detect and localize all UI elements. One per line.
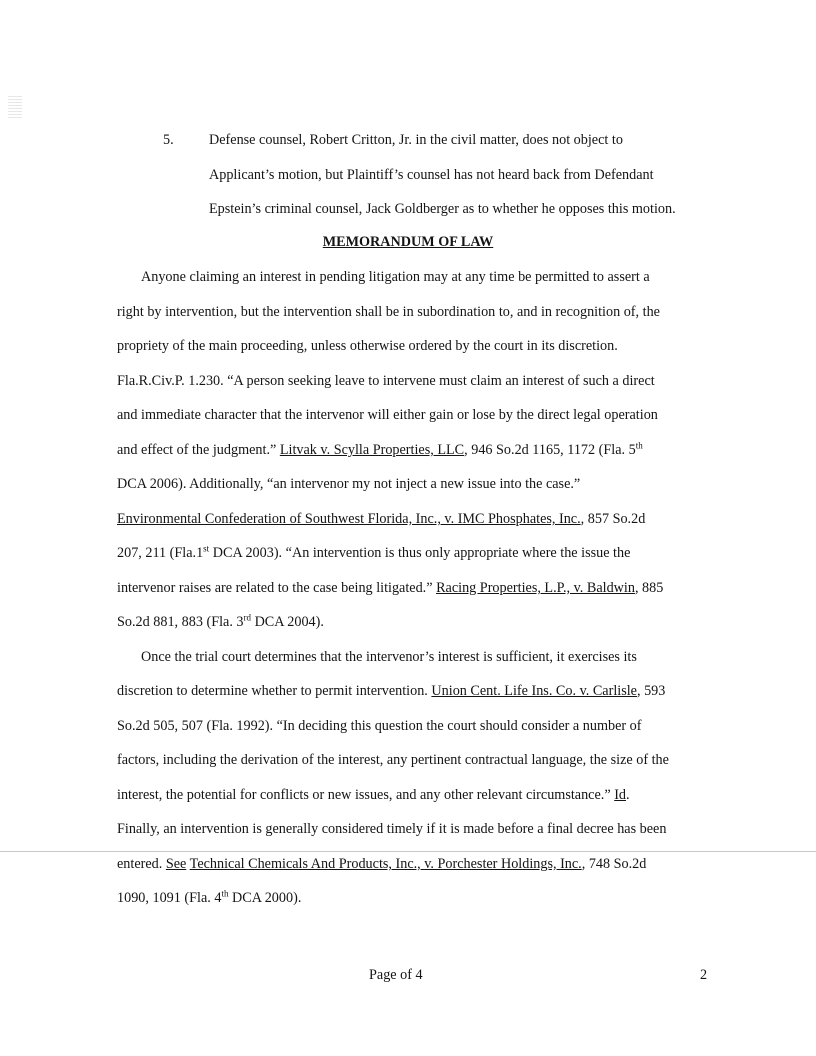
- p1-line-3: propriety of the main proceeding, unless otherwise ordered by the court in its discretion.: [117, 338, 618, 354]
- text: DCA 2004).: [251, 614, 324, 630]
- p1-line-4: Fla.R.Civ.P. 1.230. “A person seeking leave to intervene must claim an interest of such a direct: [117, 373, 655, 389]
- p2-line-3: So.2d 505, 507 (Fla. 1992). “In deciding this question the court should consider a number of: [117, 718, 642, 734]
- p2-line-5: [117, 786, 630, 804]
- p1-line-2: right by intervention, but the intervention shall be in subordination to, and in recognition of, the: [117, 304, 660, 320]
- text: , 857 So.2d: [580, 511, 646, 527]
- p2-line-6: Finally, an intervention is generally considered timely if it is made before a final decree has been: [117, 821, 667, 837]
- p2-line-4: factors, including the derivation of the interest, any pertinent contractual language, the size of the: [117, 752, 669, 768]
- text: interest, the potential for conflicts or new issues, and any other relevant circumstance.”: [117, 787, 615, 803]
- text: , 593: [636, 683, 666, 699]
- p2-line-1: Once the trial court determines that the intervenor’s interest is sufficient, it exercises its: [141, 649, 637, 665]
- case-citation: Union Cent. Life Ins. Co. v. Carlisle: [431, 683, 637, 699]
- page-number: 2: [700, 967, 708, 983]
- case-citation: Racing Properties, L.P., v. Baldwin: [436, 580, 635, 596]
- text: DCA 2000).: [228, 890, 302, 906]
- text: discretion to determine whether to permit intervention.: [117, 683, 432, 699]
- item-line-1: Defense counsel, Robert Critton, Jr. in the civil matter, does not object to: [209, 132, 623, 148]
- text: intervenor raises are related to the case being litigated.”: [117, 580, 437, 596]
- case-citation: Litvak v. Scylla Properties, LLC: [279, 442, 465, 458]
- item-number: 5.: [163, 132, 174, 148]
- p1-line-5: and immediate character that the intervenor will either gain or lose by the direct legal operation: [117, 407, 658, 423]
- p1-line-6: [117, 441, 643, 459]
- text: , 946 So.2d 1165, 1172 (Fla. 5: [464, 442, 636, 458]
- p1-line-10: [117, 579, 663, 597]
- superscript: th: [221, 888, 229, 899]
- p1-line-9: [117, 544, 630, 562]
- text: entered.: [117, 856, 166, 872]
- text: DCA 2003). “An intervention is thus only appropriate where the issue the: [209, 545, 631, 561]
- item-line-2: Applicant’s motion, but Plaintiff’s counsel has not heard back from Defendant: [209, 167, 654, 183]
- text: .: [626, 787, 630, 803]
- item-line-3: Epstein’s criminal counsel, Jack Goldberger as to whether he opposes this motion.: [209, 201, 676, 217]
- superscript: st: [203, 543, 210, 554]
- case-citation: Technical Chemicals And Products, Inc., v. Porchester Holdings, Inc.: [189, 856, 582, 872]
- page-footer-label: Page of 4: [369, 967, 423, 983]
- see-signal: See: [165, 856, 187, 872]
- id-citation: Id: [614, 787, 627, 803]
- text: , 885: [634, 580, 664, 596]
- p2-line-2: [117, 682, 665, 700]
- p1-line-1: Anyone claiming an interest in pending litigation may at any time be permitted to assert a: [141, 269, 650, 285]
- scan-artifact: [8, 96, 22, 118]
- p2-line-7: [117, 855, 646, 873]
- case-citation: Environmental Confederation of Southwest Florida, Inc., v. IMC Phosphates, Inc.: [117, 511, 581, 527]
- p1-line-8: [117, 510, 645, 528]
- text: 1090, 1091 (Fla. 4: [117, 890, 222, 906]
- text: and effect of the judgment.”: [117, 442, 280, 458]
- p1-line-11: [117, 613, 324, 631]
- superscript: rd: [243, 612, 252, 623]
- text: , 748 So.2d: [581, 856, 647, 872]
- superscript: th: [635, 440, 643, 451]
- p1-line-7: DCA 2006). Additionally, “an intervenor my not inject a new issue into the case.”: [117, 476, 581, 492]
- text: So.2d 881, 883 (Fla. 3: [117, 614, 244, 630]
- p2-line-8: [117, 889, 301, 907]
- section-heading: MEMORANDUM OF LAW: [322, 234, 494, 250]
- text: 207, 211 (Fla.1: [117, 545, 204, 561]
- scan-fold-line: [0, 851, 816, 852]
